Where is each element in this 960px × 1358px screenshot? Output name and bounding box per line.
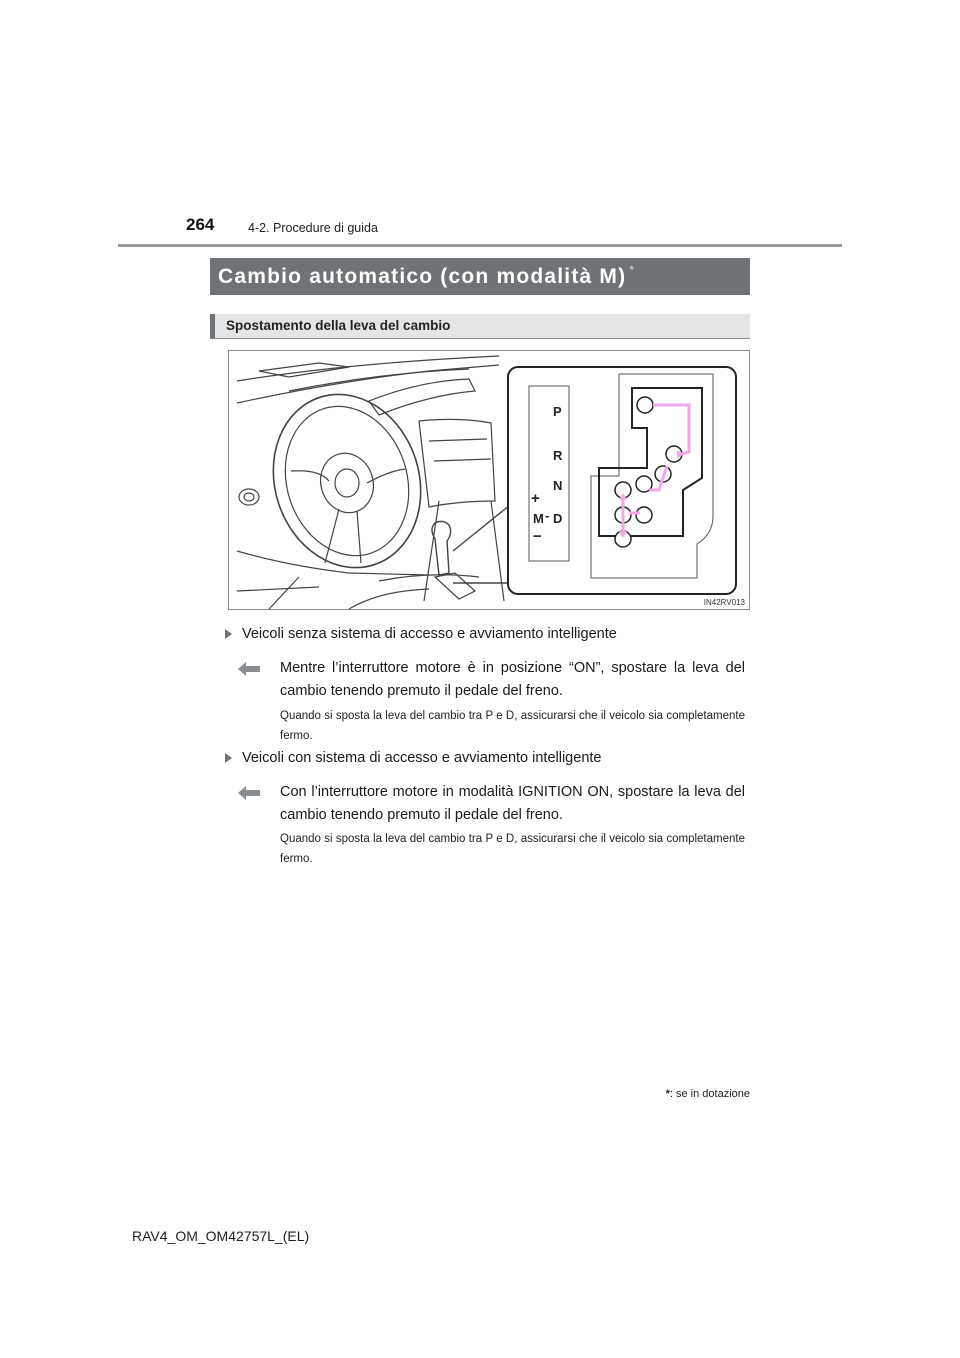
instruction-text: Mentre l’interruttore motore è in posizione “ON”, spostare la leva del cambio tenendo premuto il pedale del freno. bbox=[280, 660, 745, 699]
footnote bbox=[620, 1088, 750, 1100]
gear-gate-inset bbox=[507, 366, 737, 595]
note-text: Quando si sposta la leva del cambio tra P e D, assicurarsi che il veicolo sia completamente fermo. bbox=[280, 833, 745, 865]
arrow-left-icon bbox=[238, 786, 260, 800]
subsection-accent bbox=[210, 314, 215, 338]
arrow-left-icon bbox=[238, 662, 260, 676]
gear-label-r: R bbox=[553, 448, 563, 463]
page-number: 264 bbox=[186, 215, 215, 234]
page-title-bar bbox=[210, 258, 750, 295]
header-rule bbox=[118, 244, 842, 247]
instruction-text: Con l’interruttore motore in modalità IGNITION ON, spostare la leva del cambio tenendo premuto il pedale del freno. bbox=[280, 784, 745, 823]
section-heading: Veicoli con sistema di accesso e avviamento intelligente bbox=[242, 750, 602, 766]
footnote-marker: * bbox=[665, 1088, 670, 1100]
title-optional-marker: * bbox=[629, 262, 634, 277]
figure-code: IN42RV013 bbox=[703, 598, 745, 607]
gear-label-d: D bbox=[553, 511, 563, 526]
triangle-bullet-icon bbox=[225, 629, 232, 639]
section-heading-row bbox=[225, 750, 601, 766]
gear-label-p: P bbox=[553, 404, 562, 419]
shift-lever-illustration bbox=[228, 350, 750, 610]
gear-label-n: N bbox=[553, 478, 563, 493]
gear-gate-diagram bbox=[507, 366, 737, 595]
section-heading-row bbox=[225, 626, 617, 642]
gear-label-plus: + bbox=[531, 490, 540, 507]
subsection-title: Spostamento della leva del cambio bbox=[226, 318, 451, 333]
triangle-bullet-icon bbox=[225, 753, 232, 763]
document-id: RAV4_OM_OM42757L_(EL) bbox=[132, 1228, 310, 1244]
gear-label-m: M bbox=[533, 511, 544, 526]
section-label: 4-2. Procedure di guida bbox=[248, 221, 378, 235]
gear-label-minus: − bbox=[533, 528, 542, 545]
gear-label-separator: - bbox=[545, 508, 550, 523]
note-text: Quando si sposta la leva del cambio tra P e D, assicurarsi che il veicolo sia completamente fermo. bbox=[280, 710, 745, 742]
page-title: Cambio automatico (con modalità M) bbox=[218, 264, 627, 288]
footnote-text: : se in dotazione bbox=[669, 1088, 750, 1100]
subsection-bar bbox=[210, 314, 750, 339]
section-heading: Veicoli senza sistema di accesso e avviamento intelligente bbox=[242, 626, 617, 642]
